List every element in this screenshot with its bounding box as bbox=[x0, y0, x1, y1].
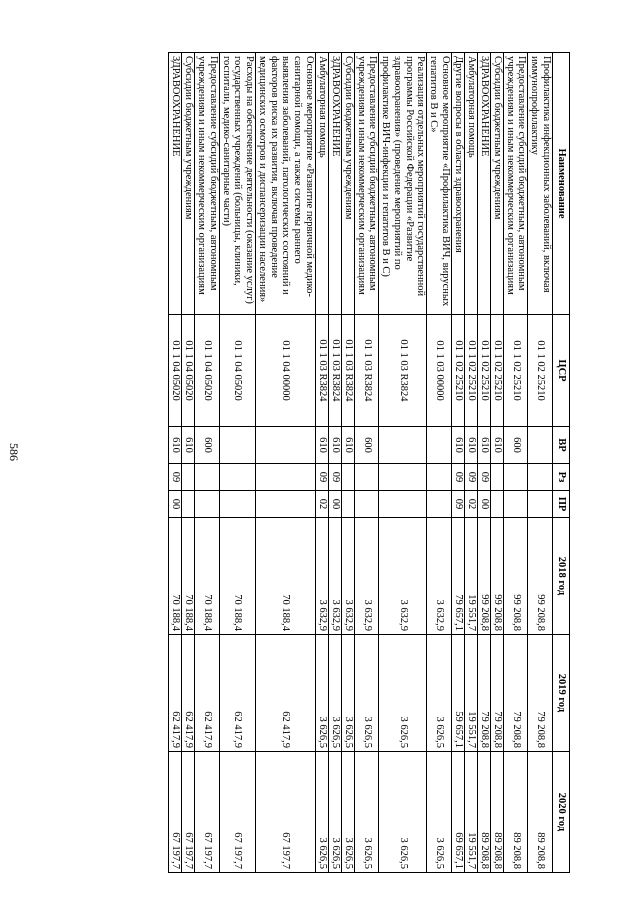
cell-rz: 09 bbox=[316, 464, 329, 491]
cell-rz bbox=[528, 464, 553, 491]
cell-pr bbox=[379, 491, 427, 518]
header-rz: Рз bbox=[553, 464, 570, 491]
cell-2018: 70 188,4 bbox=[182, 518, 195, 635]
cell-rz bbox=[379, 464, 427, 491]
table-row bbox=[427, 53, 452, 873]
cell-pr bbox=[182, 491, 195, 518]
cell-name: Амбулаторная помощь bbox=[465, 53, 478, 315]
cell-2020: 3 626,5 bbox=[316, 752, 329, 873]
cell-name: Субсидии бюджетным учреждениям bbox=[491, 53, 504, 315]
cell-vr bbox=[528, 427, 553, 464]
table-row bbox=[329, 53, 342, 873]
cell-2020: 89 208,8 bbox=[528, 752, 553, 873]
cell-csr: 01 1 02 25210 bbox=[452, 315, 465, 427]
cell-rz bbox=[491, 464, 504, 491]
cell-2020: 3 626,5 bbox=[379, 752, 427, 873]
cell-pr bbox=[427, 491, 452, 518]
cell-2019: 62 417,9 bbox=[256, 635, 316, 752]
cell-name: Предоставление субсидий бюджетным, автономным учреждениям и иным некоммерческим организациям bbox=[504, 53, 529, 315]
cell-name: ЗДРАВООХРАНЕНИЕ bbox=[169, 53, 182, 315]
cell-rz bbox=[195, 464, 220, 491]
cell-2020: 3 626,5 bbox=[329, 752, 342, 873]
cell-csr: 01 1 03 R3824 bbox=[329, 315, 342, 427]
cell-2018: 3 632,9 bbox=[355, 518, 380, 635]
cell-rz bbox=[355, 464, 380, 491]
cell-2018: 19 551,7 bbox=[465, 518, 478, 635]
cell-vr: 600 bbox=[504, 427, 529, 464]
cell-2019: 3 626,5 bbox=[329, 635, 342, 752]
header-2018: 2018 год bbox=[553, 518, 570, 635]
cell-2020: 67 197,7 bbox=[169, 752, 182, 873]
table-row bbox=[195, 53, 220, 873]
cell-vr bbox=[220, 427, 256, 464]
cell-pr bbox=[504, 491, 529, 518]
cell-2020: 67 197,7 bbox=[182, 752, 195, 873]
cell-2019: 79 208,8 bbox=[528, 635, 553, 752]
table-row bbox=[478, 53, 491, 873]
cell-2019: 79 208,8 bbox=[491, 635, 504, 752]
cell-2020: 3 626,5 bbox=[342, 752, 355, 873]
cell-2018: 3 632,9 bbox=[329, 518, 342, 635]
cell-pr bbox=[355, 491, 380, 518]
cell-2019: 62 417,9 bbox=[220, 635, 256, 752]
table-row bbox=[355, 53, 380, 873]
cell-2019: 62 417,9 bbox=[169, 635, 182, 752]
cell-2018: 70 188,4 bbox=[256, 518, 316, 635]
cell-pr: 02 bbox=[316, 491, 329, 518]
cell-rz: 09 bbox=[452, 464, 465, 491]
cell-pr: 00 bbox=[478, 491, 491, 518]
cell-2019: 19 551,7 bbox=[465, 635, 478, 752]
cell-2020: 67 197,7 bbox=[195, 752, 220, 873]
cell-csr: 01 1 04 05020 bbox=[169, 315, 182, 427]
table-row bbox=[379, 53, 427, 873]
table-row bbox=[528, 53, 553, 873]
table-row bbox=[169, 53, 182, 873]
cell-csr: 01 1 02 25210 bbox=[465, 315, 478, 427]
cell-vr: 610 bbox=[329, 427, 342, 464]
cell-csr: 01 1 04 05020 bbox=[220, 315, 256, 427]
budget-table bbox=[169, 52, 571, 873]
cell-2020: 69 657,1 bbox=[452, 752, 465, 873]
cell-2020: 67 197,7 bbox=[220, 752, 256, 873]
cell-pr: 00 bbox=[329, 491, 342, 518]
table-row bbox=[182, 53, 195, 873]
cell-name: Расходы на обеспечение деятельности (оказание услуг) государственных учреждений (больницы, клиники, госпитали, медико-санитарные части) bbox=[220, 53, 256, 315]
cell-vr: 610 bbox=[316, 427, 329, 464]
cell-name: Амбулаторная помощь bbox=[316, 53, 329, 315]
cell-2018: 3 632,9 bbox=[316, 518, 329, 635]
cell-2018: 99 208,8 bbox=[478, 518, 491, 635]
cell-name: ЗДРАВООХРАНЕНИЕ bbox=[329, 53, 342, 315]
cell-pr bbox=[491, 491, 504, 518]
cell-vr: 610 bbox=[452, 427, 465, 464]
cell-2019: 3 626,5 bbox=[355, 635, 380, 752]
cell-2020: 67 197,7 bbox=[256, 752, 316, 873]
cell-rz bbox=[182, 464, 195, 491]
cell-name: Основное мероприятие «Профилактика ВИЧ, вирусных гепатитов В и С» bbox=[427, 53, 452, 315]
cell-name: Субсидии бюджетным учреждениям bbox=[342, 53, 355, 315]
cell-csr: 01 1 02 25210 bbox=[504, 315, 529, 427]
table-header-row bbox=[553, 53, 570, 873]
cell-2019: 59 657,1 bbox=[452, 635, 465, 752]
cell-2020: 19 551,7 bbox=[465, 752, 478, 873]
cell-name: Реализация отдельных мероприятий государственной программы Российской Федерации «Развитие здравоохранения» (проведение мероприятий по профилактике ВИЧ-инфекции и гепатитов В и С) bbox=[379, 53, 427, 315]
cell-2018: 3 632,9 bbox=[379, 518, 427, 635]
cell-2018: 99 208,8 bbox=[491, 518, 504, 635]
header-name: Наименование bbox=[553, 53, 570, 315]
cell-name: Субсидии бюджетным учреждениям bbox=[182, 53, 195, 315]
cell-rz: 09 bbox=[478, 464, 491, 491]
cell-name: Другие вопросы в области здравоохранения bbox=[452, 53, 465, 315]
cell-2019: 79 208,8 bbox=[504, 635, 529, 752]
cell-2020: 89 208,8 bbox=[478, 752, 491, 873]
cell-2020: 3 626,5 bbox=[355, 752, 380, 873]
cell-rz bbox=[504, 464, 529, 491]
cell-2019: 3 626,5 bbox=[427, 635, 452, 752]
header-2020: 2020 год bbox=[553, 752, 570, 873]
cell-vr bbox=[379, 427, 427, 464]
cell-rz: 09 bbox=[169, 464, 182, 491]
cell-csr: 01 1 02 25210 bbox=[491, 315, 504, 427]
cell-2020: 3 626,5 bbox=[427, 752, 452, 873]
cell-vr: 610 bbox=[465, 427, 478, 464]
table-row bbox=[504, 53, 529, 873]
cell-csr: 01 1 03 00000 bbox=[427, 315, 452, 427]
table-row bbox=[316, 53, 329, 873]
cell-2018: 79 657,1 bbox=[452, 518, 465, 635]
cell-rz bbox=[342, 464, 355, 491]
cell-csr: 01 1 03 R3824 bbox=[342, 315, 355, 427]
rotated-table-container bbox=[169, 52, 571, 872]
cell-name: Профилактика инфекционных заболеваний, включая иммунопрофилактику bbox=[528, 53, 553, 315]
table-row bbox=[256, 53, 316, 873]
cell-pr bbox=[220, 491, 256, 518]
page-number: 586 bbox=[7, 443, 21, 461]
cell-pr: 00 bbox=[169, 491, 182, 518]
table-row bbox=[220, 53, 256, 873]
cell-vr: 600 bbox=[355, 427, 380, 464]
cell-2020: 89 208,8 bbox=[491, 752, 504, 873]
cell-pr bbox=[342, 491, 355, 518]
cell-2018: 70 188,4 bbox=[195, 518, 220, 635]
cell-2019: 3 626,5 bbox=[316, 635, 329, 752]
cell-pr bbox=[256, 491, 316, 518]
header-2019: 2019 год bbox=[553, 635, 570, 752]
cell-rz: 09 bbox=[465, 464, 478, 491]
cell-rz bbox=[220, 464, 256, 491]
cell-vr: 600 bbox=[195, 427, 220, 464]
table-row bbox=[465, 53, 478, 873]
cell-csr: 01 1 04 00000 bbox=[256, 315, 316, 427]
header-pr: ПР bbox=[553, 491, 570, 518]
cell-pr: 09 bbox=[452, 491, 465, 518]
table-row bbox=[342, 53, 355, 873]
cell-pr: 02 bbox=[465, 491, 478, 518]
cell-2019: 3 626,5 bbox=[379, 635, 427, 752]
cell-pr bbox=[528, 491, 553, 518]
cell-csr: 01 1 03 R3824 bbox=[355, 315, 380, 427]
cell-name: Основное мероприятие «Развитие первичной медико-санитарной помощи, а также системы раннего выявления заболеваний, патологических состояний и факторов риска их развития, включая проведение медицинских осмотров и диспансеризации населения» bbox=[256, 53, 316, 315]
cell-2018: 3 632,9 bbox=[342, 518, 355, 635]
cell-csr: 01 1 03 R3824 bbox=[316, 315, 329, 427]
cell-pr bbox=[195, 491, 220, 518]
cell-csr: 01 1 02 25210 bbox=[478, 315, 491, 427]
cell-rz bbox=[427, 464, 452, 491]
cell-2019: 62 417,9 bbox=[182, 635, 195, 752]
cell-rz bbox=[256, 464, 316, 491]
cell-vr bbox=[256, 427, 316, 464]
cell-vr: 610 bbox=[182, 427, 195, 464]
cell-csr: 01 1 03 R3824 bbox=[379, 315, 427, 427]
table-row bbox=[491, 53, 504, 873]
cell-name: Предоставление субсидий бюджетным, автономным учреждениям и иным некоммерческим организациям bbox=[355, 53, 380, 315]
cell-2019: 62 417,9 bbox=[195, 635, 220, 752]
cell-2018: 3 632,9 bbox=[427, 518, 452, 635]
cell-2020: 89 208,8 bbox=[504, 752, 529, 873]
cell-name: ЗДРАВООХРАНЕНИЕ bbox=[478, 53, 491, 315]
header-csr: ЦСР bbox=[553, 315, 570, 427]
header-vr: ВР bbox=[553, 427, 570, 464]
cell-2018: 70 188,4 bbox=[220, 518, 256, 635]
cell-vr: 610 bbox=[478, 427, 491, 464]
cell-csr: 01 1 02 25210 bbox=[528, 315, 553, 427]
table-row bbox=[452, 53, 465, 873]
cell-vr: 610 bbox=[342, 427, 355, 464]
cell-2018: 99 208,8 bbox=[504, 518, 529, 635]
cell-vr bbox=[427, 427, 452, 464]
cell-2019: 3 626,5 bbox=[342, 635, 355, 752]
cell-vr: 610 bbox=[491, 427, 504, 464]
cell-2019: 79 208,8 bbox=[478, 635, 491, 752]
cell-csr: 01 1 04 05020 bbox=[195, 315, 220, 427]
cell-2018: 99 208,8 bbox=[528, 518, 553, 635]
cell-vr: 610 bbox=[169, 427, 182, 464]
cell-rz: 09 bbox=[329, 464, 342, 491]
cell-csr: 01 1 04 05020 bbox=[182, 315, 195, 427]
cell-2018: 70 188,4 bbox=[169, 518, 182, 635]
cell-name: Предоставление субсидий бюджетным, автономным учреждениям и иным некоммерческим организациям bbox=[195, 53, 220, 315]
